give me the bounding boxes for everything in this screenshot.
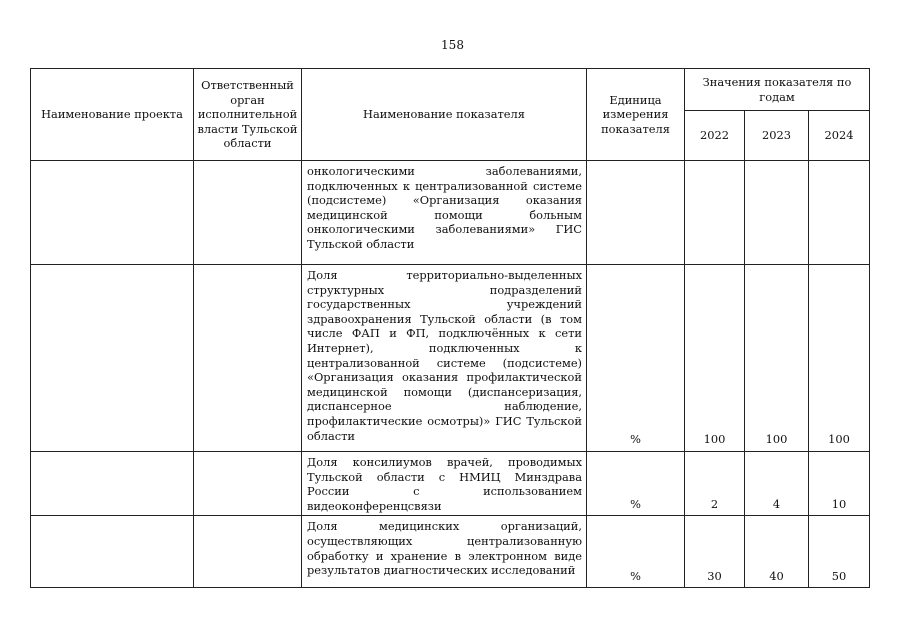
cell-org bbox=[194, 452, 302, 516]
cell-value-2024 bbox=[809, 161, 870, 265]
table-row bbox=[31, 265, 870, 452]
page-number: 158 bbox=[441, 38, 464, 52]
cell-unit: % bbox=[587, 265, 685, 452]
table-row bbox=[31, 516, 870, 588]
cell-value-2024: 100 bbox=[809, 265, 870, 452]
header-year-2022: 2022 bbox=[685, 111, 745, 161]
cell-indicator: Доля территориально-выделенных структурных подразделений государственных учреждений здравоохранения Тульской области (в том числе ФАП и ФП, подключённых к сети Интернет), подключенных к централизованной системе (подсистеме) «Организация оказания профилактической медицинской помощи (диспансеризация, диспансерное наблюдение, профилактические осмотры)» ГИС Тульской области bbox=[302, 265, 587, 452]
cell-value-2023: 4 bbox=[745, 452, 809, 516]
cell-value-2022: 100 bbox=[685, 265, 745, 452]
cell-value-2022: 30 bbox=[685, 516, 745, 588]
cell-value-2022 bbox=[685, 161, 745, 265]
cell-unit: % bbox=[587, 452, 685, 516]
cell-org bbox=[194, 265, 302, 452]
table-row bbox=[31, 452, 870, 516]
cell-value-2024: 50 bbox=[809, 516, 870, 588]
header-unit: Единица измерения показателя bbox=[587, 69, 685, 161]
cell-unit: % bbox=[587, 516, 685, 588]
cell-project bbox=[31, 452, 194, 516]
cell-project bbox=[31, 516, 194, 588]
cell-indicator: Доля медицинских организаций, осуществляющих централизованную обработку и хранение в электронном виде результатов диагностических исследований bbox=[302, 516, 587, 588]
cell-project bbox=[31, 161, 194, 265]
cell-value-2023 bbox=[745, 161, 809, 265]
header-indicator-name: Наименование показателя bbox=[302, 69, 587, 161]
cell-indicator: Доля консилиумов врачей, проводимых Тульской области с НМИЦ Минздрава России с использованием видеоконференцсвязи bbox=[302, 452, 587, 516]
header-year-2023: 2023 bbox=[745, 111, 809, 161]
cell-org bbox=[194, 516, 302, 588]
header-values-by-year: Значения показателя по годам bbox=[685, 69, 870, 111]
header-responsible-org: Ответственный орган исполнительной власти Тульской области bbox=[194, 69, 302, 161]
cell-value-2024: 10 bbox=[809, 452, 870, 516]
header-project-name: Наименование проекта bbox=[31, 69, 194, 161]
cell-org bbox=[194, 161, 302, 265]
cell-value-2023: 100 bbox=[745, 265, 809, 452]
header-year-2024: 2024 bbox=[809, 111, 870, 161]
cell-indicator: онкологическими заболеваниями, подключенных к централизованной системе (подсистеме) «Организация оказания медицинской помощи больным онкологическими заболеваниями» ГИС Тульской области bbox=[302, 161, 587, 265]
table-row bbox=[31, 161, 870, 265]
cell-project bbox=[31, 265, 194, 452]
cell-value-2023: 40 bbox=[745, 516, 809, 588]
cell-value-2022: 2 bbox=[685, 452, 745, 516]
indicators-table bbox=[30, 68, 870, 588]
cell-unit bbox=[587, 161, 685, 265]
